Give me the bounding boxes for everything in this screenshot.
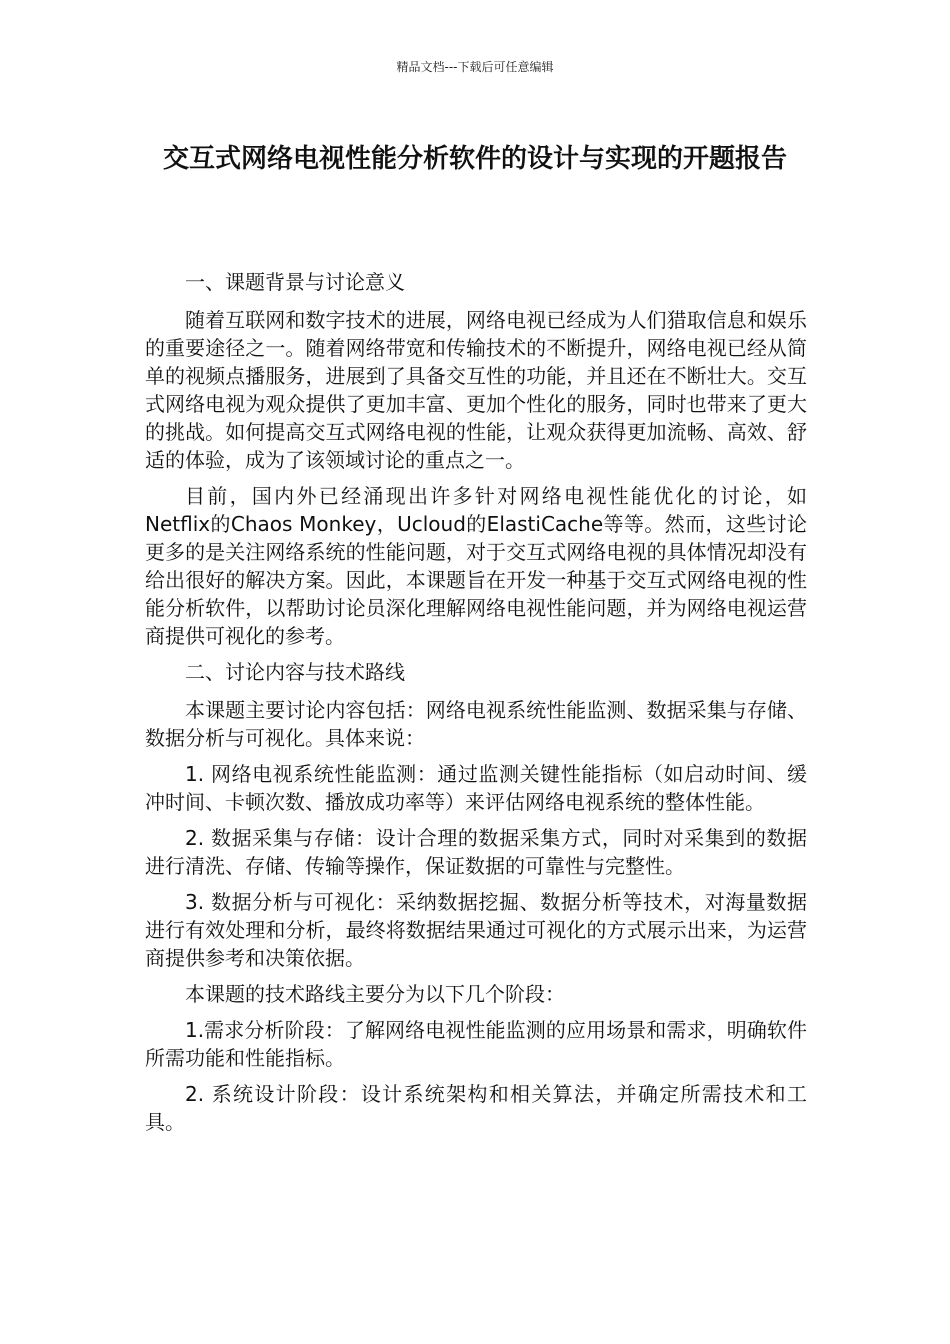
paragraph-tech-route-intro: 本课题的技术路线主要分为以下几个阶段： bbox=[185, 982, 565, 1006]
list-item-data-collection: 2. 数据采集与存储：设计合理的数据采集方式，同时对采集到的数据进行清洗、存储、传输等操作，保证数据的可靠性与完整性。 bbox=[145, 826, 807, 878]
list-item-requirements-phase: 1.需求分析阶段：了解网络电视性能监测的应用场景和需求，明确软件所需功能和性能指标。 bbox=[145, 1018, 807, 1070]
paragraph-content-intro: 本课题主要讨论内容包括：网络电视系统性能监测、数据采集与存储、数据分析与可视化。具体来说： bbox=[145, 698, 807, 750]
list-item-monitoring: 1. 网络电视系统性能监测：通过监测关键性能指标（如启动时间、缓冲时间、卡顿次数、播放成功率等）来评估网络电视系统的整体性能。 bbox=[145, 762, 807, 814]
header-note: 精品文档---下载后可任意编辑 bbox=[396, 60, 554, 74]
list-item-design-phase: 2. 系统设计阶段：设计系统架构和相关算法，并确定所需技术和工具。 bbox=[145, 1082, 807, 1134]
document-title: 交互式网络电视性能分析软件的设计与实现的开题报告 bbox=[162, 144, 787, 174]
section-heading-background: 一、课题背景与讨论意义 bbox=[185, 270, 405, 294]
list-item-analysis: 3. 数据分析与可视化：采纳数据挖掘、数据分析等技术，对海量数据进行有效处理和分析，最终将数据结果通过可视化的方式展示出来，为运营商提供参考和决策依据。 bbox=[145, 890, 807, 970]
paragraph-background-1: 随着互联网和数字技术的进展，网络电视已经成为人们猎取信息和娱乐的重要途径之一。随着网络带宽和传输技术的不断提升，网络电视已经从简单的视频点播服务，进展到了具备交互性的功能，并且还在不断壮大。交互式网络电视为观众提供了更加丰富、更加个性化的服务，同时也带来了更大的挑战。如何提高交互式网络电视的性能，让观众获得更加流畅、高效、舒适的体验，成为了该领域讨论的重点之一。 bbox=[145, 308, 807, 472]
section-heading-content: 二、讨论内容与技术路线 bbox=[185, 660, 405, 684]
document-body bbox=[145, 268, 807, 1144]
paragraph-background-2: 目前，国内外已经涌现出许多针对网络电视性能优化的讨论，如Netflix的Chaos Monkey，Ucloud的ElastiCache等等。然而，这些讨论更多的是关注网络系统的性能问题，对于交互式网络电视的具体情况却没有给出很好的解决方案。因此，本课题旨在开发一种基于交互式网络电视的性能分析软件，以帮助讨论员深化理解网络电视性能问题，并为网络电视运营商提供可视化的参考。 bbox=[145, 484, 807, 648]
